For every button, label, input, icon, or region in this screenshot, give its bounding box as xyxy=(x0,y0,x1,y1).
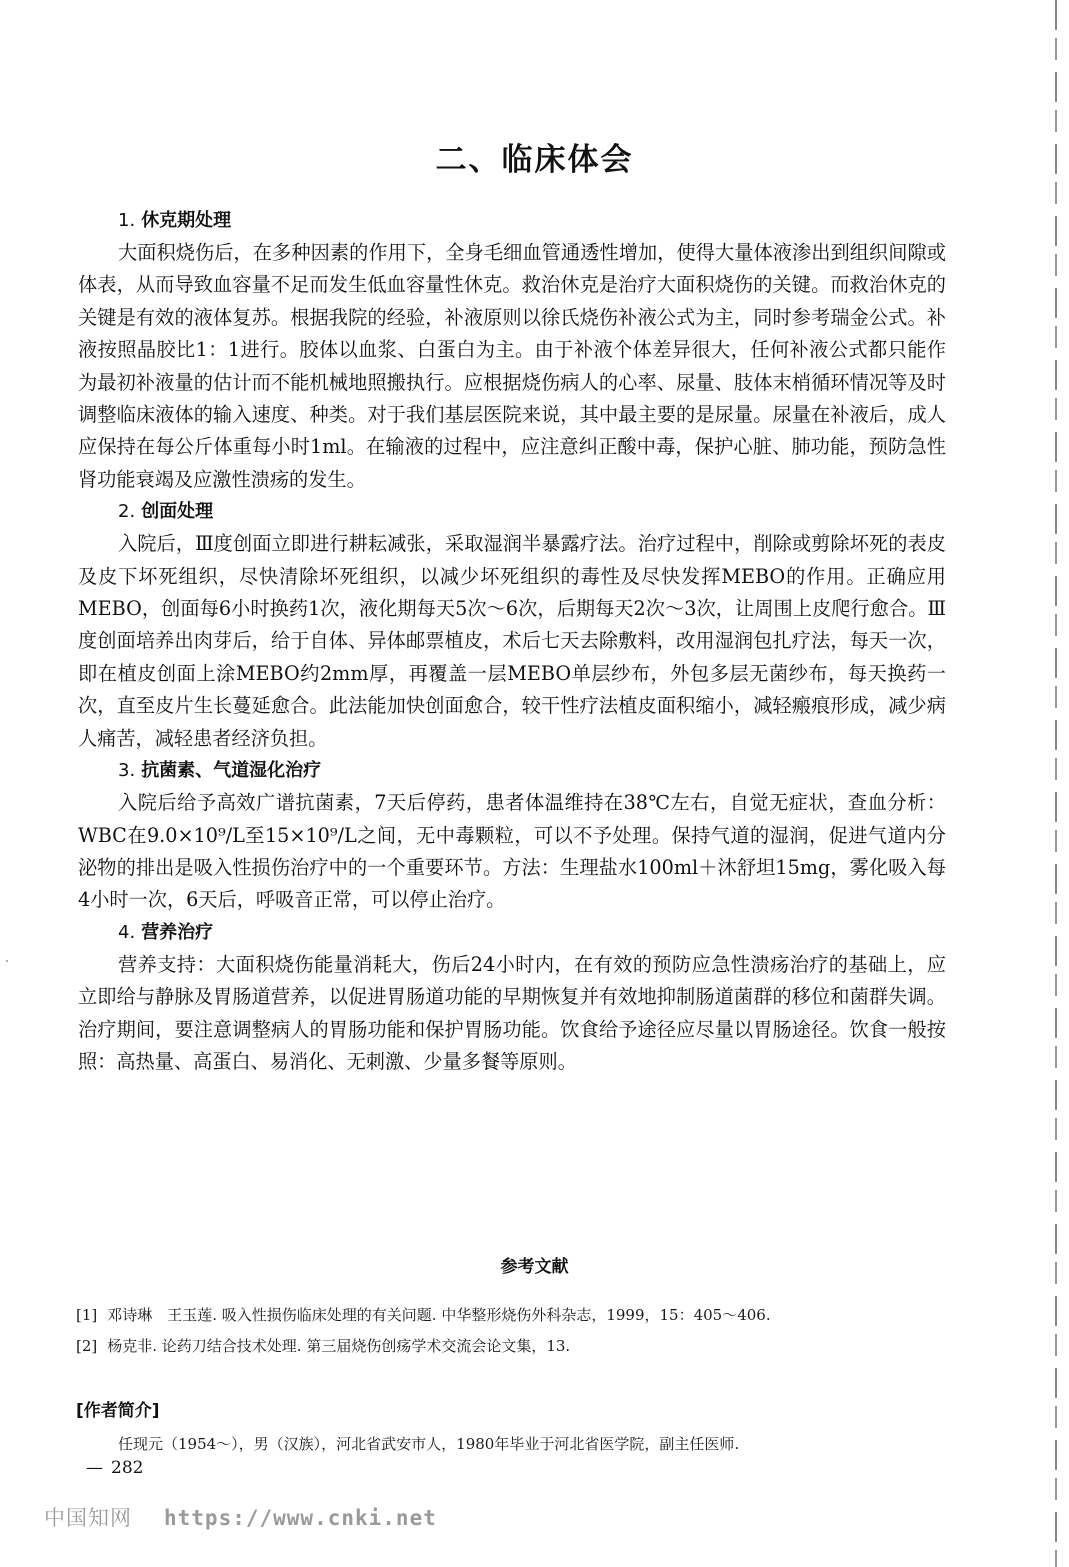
sub-heading-2 xyxy=(78,496,946,528)
reference-text: 邓诗琳 王玉莲. 吸入性损伤临床处理的有关问题. 中华整形烧伤外科杂志，1999，15：405～406. xyxy=(107,1306,771,1324)
author-bio: 任现元（1954～），男（汉族），河北省武安市人，1980年毕业于河北省医学院，副主任医师. xyxy=(118,1435,740,1453)
sub-heading-text: 创面处理 xyxy=(141,501,214,523)
sub-heading-1 xyxy=(78,205,946,237)
sub-heading-text: 抗菌素、气道湿化治疗 xyxy=(141,760,322,782)
sub-heading-number: 2. xyxy=(118,501,136,523)
sub-heading-number: 1. xyxy=(118,210,136,231)
sub-heading-number: 4. xyxy=(118,921,136,943)
paragraph-2: 入院后，Ⅲ度创面立即进行耕耘减张，采取湿润半暴露疗法。治疗过程中，削除或剪除坏死的表皮及皮下坏死组织，尽快清除坏死组织，以减少坏死组织的毒性及尽快发挥MEBO的作用。正确应用MEBO，创面每6小时换药1次，液化期每天5次～6次，后期每天2次～3次，让周围上皮爬行愈合。Ⅲ度创面培养出肉芽后，给于自体、异体邮票植皮，术后七天去除敷料，改用湿润包扎疗法，每天一次，即在植皮创面上涂MEBO约2mm厚，再覆盖一层MEBO单层纱布，外包多层无菌纱布，每天换药一次，直至皮片生长蔓延愈合。此法能加快创面愈合，较干性疗法植皮面积缩小，减轻瘢痕形成，减少病人痛苦，减轻患者经济负担。 xyxy=(78,532,946,750)
author-heading: [作者简介] xyxy=(76,1401,160,1421)
reference-number: [1] xyxy=(76,1306,98,1324)
scan-edge-line xyxy=(1055,0,1057,1567)
page-number-line xyxy=(86,1458,143,1478)
reference-text: 杨克非. 论药刀结合技术处理. 第三届烧伤创疡学术交流会论文集，13. xyxy=(107,1337,571,1355)
section-2 xyxy=(78,496,946,755)
section-title: 二、临床体会 xyxy=(435,142,634,178)
references-list xyxy=(76,1300,956,1362)
paragraph-4: 营养支持：大面积烧伤能量消耗大，伤后24小时内，在有效的预防应急性溃疡治疗的基础上，应立即给与静脉及胃肠道营养，以促进胃肠道功能的早期恢复并有效地抑制肠道菌群的移位和菌群失调。治疗期间，要注意调整病人的胃肠功能和保护胃肠功能。饮食给予途径应尽量以胃肠途径。饮食一般按照：高热量、高蛋白、易消化、无刺激、少量多餐等原则。 xyxy=(78,952,946,1073)
paragraph-1: 大面积烧伤后，在多种因素的作用下，全身毛细血管通透性增加，使得大量体液渗出到组织间隙或体表，从而导致血容量不足而发生低血容量性休克。救治休克是治疗大面积烧伤的关键。而救治休克的关键是有效的液体复苏。根据我院的经验，补液原则以徐氏烧伤补液公式为主，同时参考瑞金公式。补液按照晶胶比1：1进行。胶体以血浆、白蛋白为主。由于补液个体差异很大，任何补液公式都只能作为最初补液量的估计而不能机械地照搬执行。应根据烧伤病人的心率、尿量、肢体末梢循环情况等及时调整临床液体的输入速度、种类。对于我们基层医院来说，其中最主要的是尿量。尿量在补液后，成人应保持在每公斤体重每小时1ml。在输液的过程中，应注意纠正酸中毒，保护心脏、肺功能，预防急性肾功能衰竭及应激性溃疡的发生。 xyxy=(78,241,946,491)
sub-heading-number: 3. xyxy=(118,760,136,782)
sub-heading-text: 休克期处理 xyxy=(141,210,232,231)
section-1 xyxy=(78,205,946,496)
watermark xyxy=(44,1502,437,1532)
reference-item xyxy=(76,1331,956,1362)
sub-heading-4 xyxy=(78,917,946,949)
watermark-url: https://www.cnki.net xyxy=(164,1506,437,1530)
section-3 xyxy=(78,755,946,917)
reference-number: [2] xyxy=(76,1337,98,1355)
paragraph-3: 入院后给予高效广谱抗菌素，7天后停药，患者体温维持在38℃左右，自觉无症状，查血分析：WBC在9.0×10⁹/L至15×10⁹/L之间，无中毒颗粒，可以不予处理。保持气道的湿润，促进气道内分泌物的排出是吸入性损伤治疗中的一个重要环节。方法：生理盐水100ml＋沐舒坦15mg，雾化吸入每4小时一次，6天后，呼吸音正常，可以停止治疗。 xyxy=(78,791,946,912)
watermark-site: 中国知网 xyxy=(44,1506,132,1530)
scan-speck xyxy=(6,960,8,962)
page-number-dash: — xyxy=(86,1458,103,1478)
references-title: 参考文献 xyxy=(500,1257,569,1277)
reference-item xyxy=(76,1300,956,1331)
sub-heading-text: 营养治疗 xyxy=(141,921,214,943)
sub-heading-3 xyxy=(78,755,946,787)
body-content xyxy=(78,205,946,1078)
page-number: 282 xyxy=(111,1458,144,1478)
section-4 xyxy=(78,917,946,1079)
